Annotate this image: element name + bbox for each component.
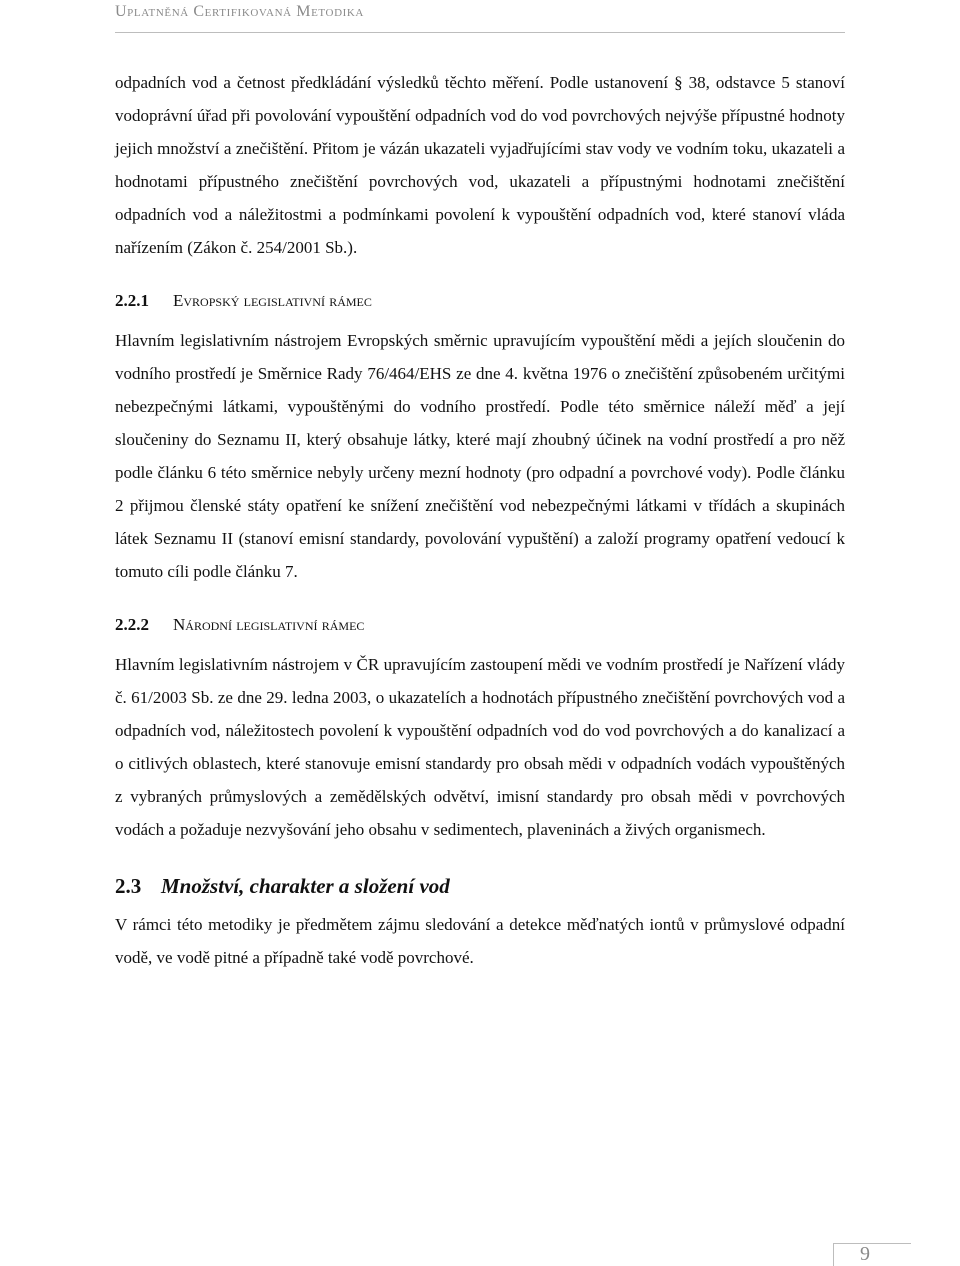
section-heading-water-composition <box>115 870 845 902</box>
section-number: 2.2.2 <box>115 615 149 634</box>
european-framework-paragraph: Hlavním legislativním nástrojem Evropských směrnic upravujícím vypouštění mědi a jejích sloučenin do vodního prostředí je Směrnice Rady 76/464/EHS ze dne 4. května 1976 o znečištění způsobeném určitými nebezpečnými látkami, vypouštěnými do vodního prostředí. Podle této směrnice náleží měď a její sloučeniny do Seznamu II, který obsahuje látky, které mají zhoubný účinek na vodní prostředí a pro něž podle článku 6 této směrnice nebyly určeny mezní hodnoty (pro odpadní a povrchové vody). Podle článku 2 přijmou členské státy opatření ke snížení znečištění vod nebezpečnými látkami v třídách a skupinách látek Seznamu II (stanoví emisní standardy, povolování vypuštění) a založí programy opatření vedoucí k tomuto cíli podle článku 7. <box>115 331 845 581</box>
section-heading-national-framework <box>115 610 845 640</box>
page-number: 9 <box>860 1243 870 1265</box>
running-header: Uplatněná Certifikovaná Metodika <box>115 3 364 20</box>
document-body <box>115 66 845 974</box>
section-title: Množství, charakter a složení vod <box>161 874 450 898</box>
section-number: 2.3 <box>115 874 142 898</box>
section-title: Evropský legislativní rámec <box>173 291 372 310</box>
section-title: Národní legislativní rámec <box>173 615 365 634</box>
section-heading-european-framework <box>115 286 845 316</box>
intro-paragraph: odpadních vod a četnost předkládání výsledků těchto měření. Podle ustanovení § 38, odstavce 5 stanoví vodoprávní úřad při povolování vypouštění odpadních vod do vod povrchových nejvýše přípustné hodnoty jejich množství a znečištění. Přitom je vázán ukazateli vyjadřujícími stav vody ve vodním toku, ukazateli a hodnotami přípustného znečištění povrchových vod, ukazateli a přípustnými hodnotami znečištění odpadních vod a náležitostmi a podmínkami povolení k vypouštění odpadních vod, které stanoví vláda nařízením (Zákon č. 254/2001 Sb.). <box>115 73 845 257</box>
water-composition-paragraph: V rámci této metodiky je předmětem zájmu sledování a detekce měďnatých iontů v průmyslové odpadní vodě, ve vodě pitné a případně také vodě povrchové. <box>115 915 845 967</box>
header-divider <box>115 32 845 33</box>
national-framework-paragraph: Hlavním legislativním nástrojem v ČR upravujícím zastoupení mědi ve vodním prostředí je Nařízení vlády č. 61/2003 Sb. ze dne 29. ledna 2003, o ukazatelích a hodnotách přípustného znečištění povrchových vod a odpadních vod, náležitostech povolení k vypouštění odpadních vod do vod povrchových a do kanalizací a o citlivých oblastech, které stanovuje emisní standardy pro obsah mědi v odpadních vodách vypouštěných z vybraných průmyslových a zemědělských odvětví, imisní standardy pro obsah mědi v povrchových vodách a požaduje nezvyšování jeho obsahu v sedimentech, plaveninách a živých organismech. <box>115 655 845 839</box>
section-number: 2.2.1 <box>115 291 149 310</box>
